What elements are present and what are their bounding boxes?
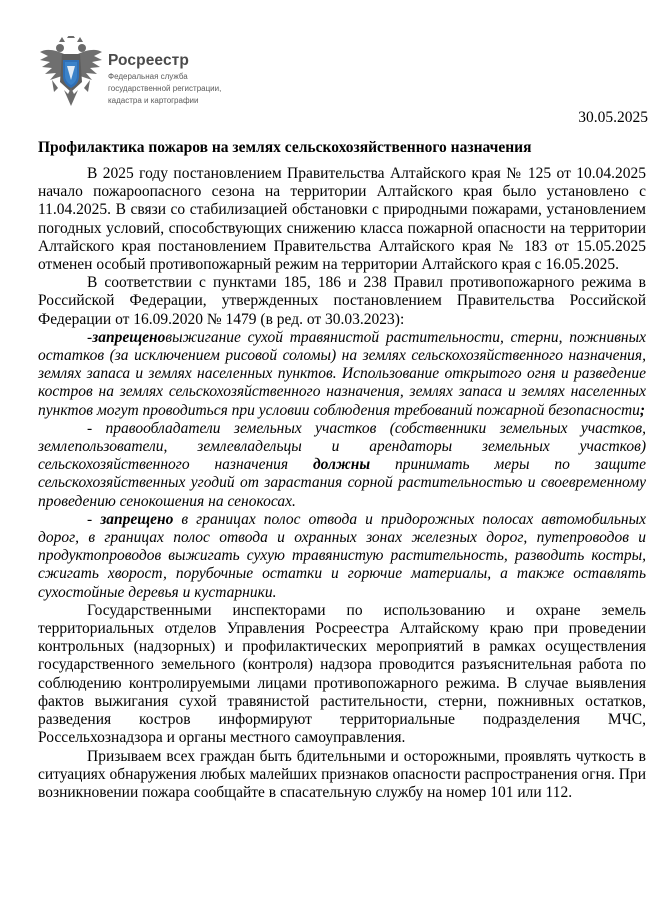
paragraph-4-bold: должны xyxy=(312,456,371,474)
brand-subtitle-line-1: Федеральная служба xyxy=(108,72,188,81)
paragraph-2: В соответствии с пунктами 185, 186 и 238 Правил противопожарного режима в Российской Федерации, утвержденных постановлением Правительства Российской Федерации от 16.09.2020 № 1479 (в ред. от 30.03.2023): xyxy=(38,274,646,328)
paragraph-3-prefix: - xyxy=(87,328,93,346)
paragraph-3 xyxy=(38,329,646,420)
paragraph-1: В 2025 году постановлением Правительства Алтайского края № 125 от 10.04.2025 начало пожароопасного сезона на территории Алтайского края было установлено с 11.04.2025. В связи со стабилизацией обстановки с природными пожарами, установлением погодных условий, способствующих снижению класса пожарной опасности на территории Алтайского края постановлением Правительства Алтайского края № 183 от 15.05.2025 отменен особый противопожарный режим на территории Алтайского края с 16.05.2025. xyxy=(38,165,646,274)
paragraph-4 xyxy=(38,420,646,511)
brand-subtitle-line-2: государственной регистрации, xyxy=(108,84,222,93)
paragraph-3-bold: запрещено xyxy=(92,328,166,346)
paragraph-5-bold: запрещено xyxy=(100,510,174,528)
paragraph-5-text: в границах полос отвода и придорожных полосах автомобильных дорог, в границах полос отвода и охранных зонах железных дорог, путепроводов и продуктопроводов выжигать сухую травянистую растительность, разводить костры, сжигать хворост, порубочные остатки и горючие материалы, а также оставлять сухостойные деревья и кустарники. xyxy=(38,510,646,601)
paragraph-5 xyxy=(38,511,646,602)
document-title: Профилактика пожаров на землях сельскохозяйственного назначения xyxy=(38,139,532,156)
paragraph-6: Государственными инспекторами по использованию и охране земель территориальных отделов Управления Росреестра Алтайскому краю при проведении контрольных (надзорных) и профилактических мероприятий в рамках осуществления государственного земельного (контроля) надзора проводится разъяснительная работа по соблюдению контролируемыми лицами противопожарного режима. В случае выявления фактов выжигания сухой травянистой растительности, стерни, пожнивных остатков, разведения костров информируют территориальные подразделения МЧС, Россельхознадзора и органы местного самоуправления. xyxy=(38,601,646,747)
paragraph-5-prefix: - xyxy=(87,510,101,528)
paragraph-4-text-rest: принимать меры по защите сельскохозяйственных угодий от зарастания сорной растительностью и своевременному проведению сенокошения на сенокосах. xyxy=(38,456,647,510)
document-body xyxy=(38,165,646,802)
document-date: 30.05.2025 xyxy=(578,109,648,126)
rosreestr-logo xyxy=(38,36,238,112)
paragraph-3-end: ; xyxy=(639,401,646,419)
brand-name: Росреестр xyxy=(108,52,189,69)
double-headed-eagle-emblem-icon xyxy=(38,36,104,112)
paragraph-7: Призываем всех граждан быть бдительными и осторожными, проявлять чуткость в ситуациях обнаружения любых малейших признаков опасности распространения огня. При возникновении пожара сообщайте в спасательную службу на номер 101 или 112. xyxy=(38,747,646,801)
brand-subtitle-line-3: кадастра и картографии xyxy=(108,96,199,105)
paragraph-4-text-start: - правообладатели земельных участков (собственники земельных участков, землепользователи, землевладельцы и арендаторы земельных участков) сельскохозяйственного назначения xyxy=(38,419,646,474)
paragraph-3-text: выжигание сухой травянистой растительности, стерни, пожнивных остатков (за исключением рисовой соломы) на землях сельскохозяйственного назначения, землях запаса и землях населенных пунктов. Использование открытого огня и разведение костров на землях сельскохозяйственного назначения, землях запаса и землях населенных пунктов могут проводиться при условии соблюдения требований пожарной безопасности xyxy=(38,328,646,419)
